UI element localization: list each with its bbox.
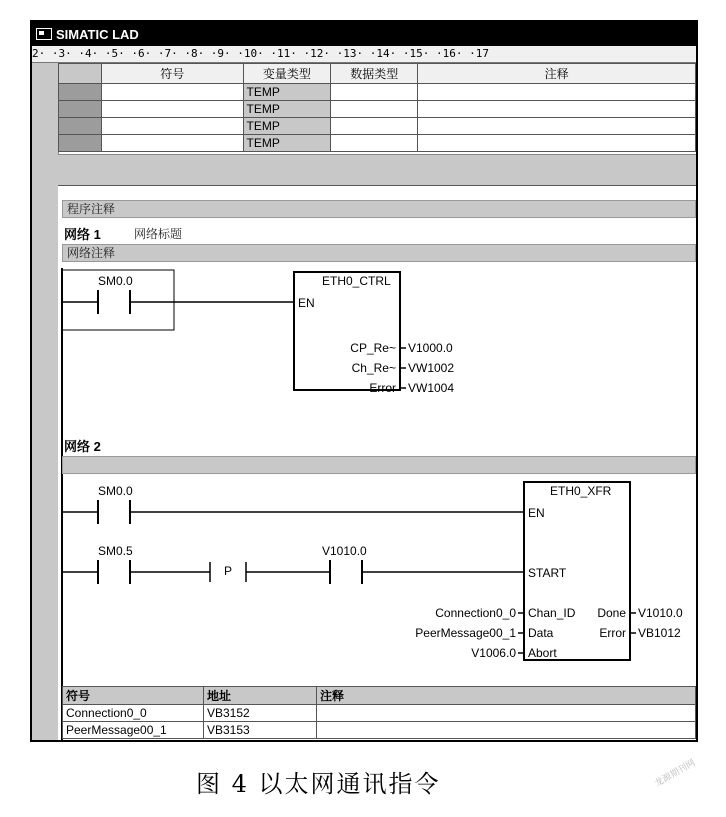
sym-col-address[interactable]: 地址 [204,687,317,705]
n1-out-pin: CP_Re~ [350,341,396,355]
n1-en-pin: EN [298,296,315,310]
window-title: SIMATIC LAD [56,26,139,42]
ruler-text: 2· ·3· ·4· ·5· ·6· ·7· ·8· ·9· ·10· ·11· ·12· ·13· ·14· ·15· ·16· ·17 [32,47,489,60]
cell-data-type[interactable] [331,84,418,101]
n2-contact3-label[interactable]: V1010.0 [322,544,367,558]
n2-p-label[interactable]: P [224,564,233,578]
n2-block-name[interactable]: ETH0_XFR [550,484,612,498]
var-table-row [59,135,696,152]
n2-in-value[interactable]: PeerMessage00_1 [415,626,516,640]
n2-contact2-label[interactable]: SM0.5 [98,544,133,558]
sym-cell-symbol[interactable]: Connection0_0 [63,705,204,722]
cell-comment[interactable] [418,118,696,135]
n1-block-name[interactable]: ETH0_CTRL [322,274,391,288]
symbol-table [62,686,696,739]
n1-out-value[interactable]: VW1002 [408,361,455,375]
symbol-table-header [63,687,696,705]
cell-comment[interactable] [418,135,696,152]
n2-in-pin: Abort [528,646,557,660]
cell-var-type[interactable]: TEMP [243,84,331,101]
n2-en-pin: EN [528,506,545,520]
n2-out-pin: Done [597,606,626,620]
col-header-data-type[interactable]: 数据类型 [331,64,418,84]
n2-out-value[interactable]: VB1012 [638,626,681,640]
row-selector[interactable] [59,118,102,135]
ruler [32,46,696,63]
left-gutter [32,63,59,740]
col-header-var-type[interactable]: 变量类型 [243,64,331,84]
network-2-comment-bar[interactable] [62,456,696,474]
cell-symbol[interactable] [102,101,244,118]
sym-cell-address[interactable]: VB3153 [204,722,317,739]
n2-in-value[interactable]: Connection0_0 [435,606,516,620]
corner-cell [59,64,102,84]
app-icon [36,28,52,40]
n2-in-pin: Chan_ID [528,606,576,620]
cell-var-type[interactable]: TEMP [243,101,331,118]
cell-var-type[interactable]: TEMP [243,118,331,135]
cell-symbol[interactable] [102,135,244,152]
var-table-row [59,101,696,118]
n2-out-value[interactable]: V1010.0 [638,606,683,620]
pane-splitter[interactable] [58,154,696,187]
program-editor[interactable] [58,186,696,740]
n2-start-pin: START [528,566,567,580]
cell-comment[interactable] [418,84,696,101]
table-row[interactable] [63,722,696,739]
network-1-comment-bar[interactable]: 网络注释 [62,244,696,262]
ladder-editor-window [30,20,698,742]
row-selector[interactable] [59,84,102,101]
sym-cell-comment[interactable] [317,705,696,722]
program-comment-bar[interactable]: 程序注释 [62,200,696,218]
n2-in-pin: Data [528,626,554,640]
n1-out-value[interactable]: VW1004 [408,381,455,395]
var-table-header-row [59,64,696,84]
table-row[interactable] [63,705,696,722]
sym-cell-comment[interactable] [317,722,696,739]
var-table-row [59,118,696,135]
sym-cell-address[interactable]: VB3152 [204,705,317,722]
local-variable-table [58,63,696,152]
cell-symbol[interactable] [102,84,244,101]
n2-out-pin: Error [599,626,626,640]
sym-col-symbol[interactable]: 符号 [63,687,204,705]
n1-out-value[interactable]: V1000.0 [408,341,453,355]
figure-caption: 图 4 以太网通讯指令 [196,770,441,798]
cell-data-type[interactable] [331,118,418,135]
var-table-row [59,84,696,101]
row-selector[interactable] [59,101,102,118]
n2-contact1-label[interactable]: SM0.0 [98,484,133,498]
network-1-label[interactable]: 网络 1 [64,227,101,242]
sym-cell-symbol[interactable]: PeerMessage00_1 [63,722,204,739]
cell-data-type[interactable] [331,135,418,152]
cell-data-type[interactable] [331,101,418,118]
n1-out-pin: Error [369,381,396,395]
col-header-symbol[interactable]: 符号 [102,64,244,84]
n1-out-pin: Ch_Re~ [351,361,396,375]
cell-symbol[interactable] [102,118,244,135]
cell-comment[interactable] [418,101,696,118]
network-1-title[interactable]: 网络标题 [134,227,183,241]
sym-col-comment[interactable]: 注释 [317,687,696,705]
watermark: 龙源期刊网 [652,757,697,789]
cell-var-type[interactable]: TEMP [243,135,331,152]
col-header-comment[interactable]: 注释 [418,64,696,84]
title-bar[interactable] [32,22,696,46]
network-2-label[interactable]: 网络 2 [64,439,101,454]
n2-in-value[interactable]: V1006.0 [471,646,516,660]
row-selector[interactable] [59,135,102,152]
n1-contact-label[interactable]: SM0.0 [98,274,133,288]
